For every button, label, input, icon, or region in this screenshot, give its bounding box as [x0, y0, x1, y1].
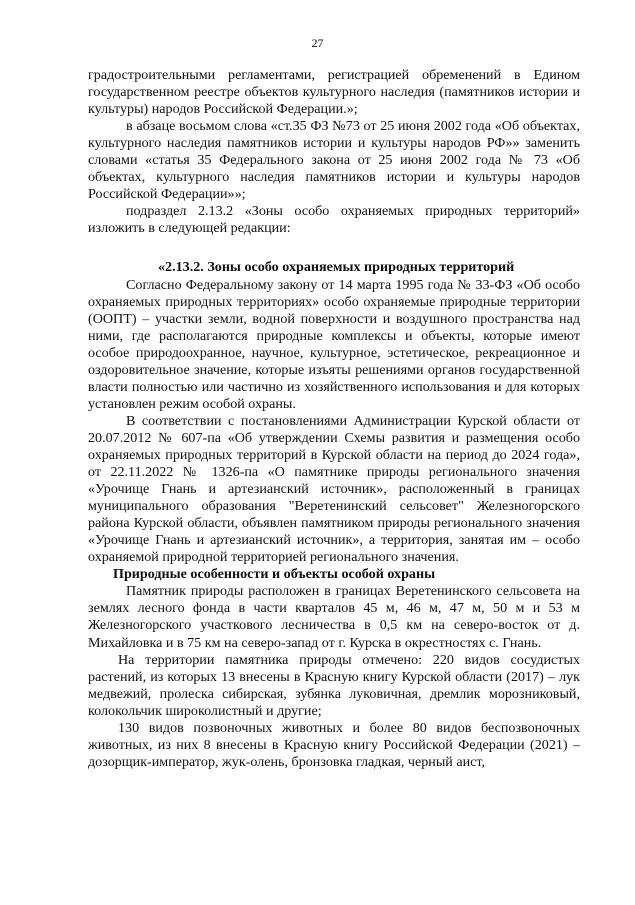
paragraph-regulations: В соответствии с постановлениями Администрации Курской области от 20.07.2012 № 607-па «Об утверждении Схемы развития и размещения особо охраняемых природных территорий в Курской области на период до 2024 года», от 22.11.2022 № 1326-па «О памятнике природы регионального значения «Урочище Гнань и артезианский источник», расположенный в границах муниципального образования "Веретенинский сельсовет" Железногорского района Курской области, объявлен памятником природы регионального значения «Урочище Гнань и артезианский источник», а территория, занятая им – особо охраняемой природной территорией регионального значения.: [88, 412, 580, 566]
paragraph-oopt-definition: Согласно Федеральному закону от 14 марта 1995 года № 33-ФЗ «Об особо охраняемых природных территориях» особо охраняемые природные территории (ООПТ) – участки земли, водной поверхности и воздушного пространства над ними, где располагаются природные комплексы и объекты, которые имеют особое природоохранное, научное, культурное, эстетическое, рекреационное и оздоровительное значение, которые изъяты решениями органов государственной власти полностью или частично из хозяйственного использования и для которых установлен режим особой охраны.: [88, 276, 580, 412]
section-heading: «2.13.2. Зоны особо охраняемых природных территорий: [158, 259, 515, 276]
page-number: 27: [311, 36, 324, 50]
document-body: [88, 67, 580, 771]
paragraph-location: Памятник природы расположен в границах Веретенинского сельсовета на землях лесного фонда в части кварталов 45 м, 46 м, 47 м, 50 м и 53 м Железногорского участкового лесничества в 0,5 км на северо-восток от д. Михайловка и в 75 км на северо-запад от г. Курска в окрестностях с. Гнань.: [88, 583, 580, 651]
paragraph-animals: 130 видов позвоночных животных и более 80 видов беспозвоночных животных, из них 8 внесены в Красную книгу Российской Федерации (2021) – дозорщик-император, жук-олень, бронзовка гладкая, черный аист,: [88, 719, 580, 770]
paragraph-plants: На территории памятника природы отмечено: 220 видов сосудистых растений, из которых 13 внесены в Красную книгу Курской области (2017) – лук медвежий, пролеска сибирская, зубянка луковичная, дремлик морозниковый, колокольчик широколистный и другие;: [88, 651, 580, 719]
paragraph-amendment: в абзаце восьмом слова «ст.35 ФЗ №73 от 25 июня 2002 года «Об объектах, культурного наследия памятников истории и культуры народов РФ»» заменить словами «статья 35 Федерального закона от 25 июня 2002 года № 73 «Об объектах, культурного наследия памятников истории и культуры народов Российской Федерации»»;: [88, 118, 580, 203]
subheading-natural-features: Природные особенности и объекты особой охраны: [113, 566, 436, 583]
paragraph-continuation: градостроительными регламентами, регистрацией обременений в Едином государственном реестре объектов культурного наследия (памятников истории и культуры) народов Российской Федерации.»;: [88, 67, 580, 118]
paragraph-subsection-intro: подраздел 2.13.2 «Зоны особо охраняемых природных территорий» изложить в следующей редакции:: [88, 203, 580, 237]
